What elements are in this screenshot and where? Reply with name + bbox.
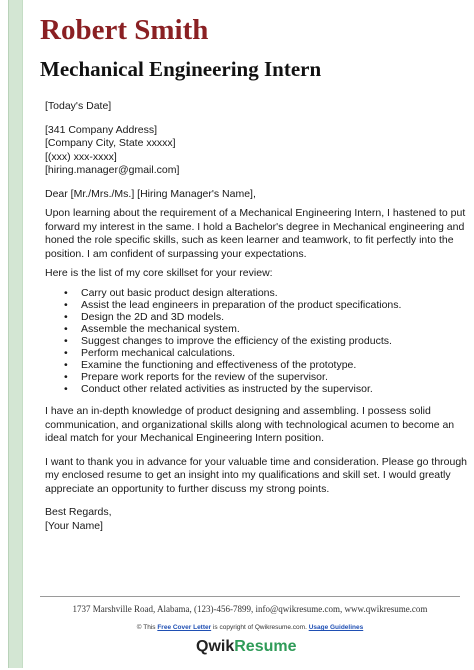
thanks-paragraph (45, 455, 468, 497)
skill-item (64, 383, 455, 396)
footer-divider (40, 596, 460, 597)
salutation: Dear [Mr./Mrs./Ms.] [Hiring Manager's Name], (45, 187, 256, 200)
intro-line: position. I am confident of surpassing your expectations. (45, 247, 307, 260)
closing-block (45, 506, 455, 533)
skill-item (64, 334, 455, 347)
thanks-line: appreciate an opportunity to further discuss my strong points. (45, 482, 330, 495)
recipient-email: [hiring.manager@gmail.com] (45, 164, 180, 176)
bullet-icon: • (64, 334, 68, 347)
applicant-name: Robert Smith (40, 14, 209, 46)
skill-text: Prepare work reports for the review of the supervisor. (81, 371, 328, 384)
recipient-address: [341 Company Address] (45, 123, 158, 136)
skill-text: Assemble the mechanical system. (81, 322, 240, 335)
thanks-line: my enclosed resume to get an insight into my qualifications and skill set. I would greatly (45, 469, 451, 482)
knowledge-paragraph (45, 405, 455, 446)
skill-text: Assist the lead engineers in preparation of the product specifications. (81, 298, 402, 311)
thanks-line: I want to thank you in advance for your valuable time and consideration. Please go through (45, 455, 468, 468)
intro-line: Upon learning about the requirement of a Mechanical Engineering Intern, I hastened to put (45, 207, 466, 219)
intro-line: forward my interest in the same. I hold a Bachelor's degree in Mechanical engineering and (45, 220, 465, 233)
skill-item (64, 310, 455, 323)
skills-list (45, 287, 455, 396)
skill-text: Perform mechanical calculations. (81, 346, 236, 359)
skill-item (64, 298, 455, 311)
intro-paragraph (45, 207, 466, 261)
free-cover-letter-link[interactable]: Free Cover Letter (157, 624, 212, 631)
intro-line: honed the role specific skills, such as keen learner and teamwork, to fit perfectly into the (45, 234, 454, 246)
bullet-icon: • (64, 371, 68, 384)
skills-intro: Here is the list of my core skillset for your review: (45, 267, 273, 279)
bullet-icon: • (64, 310, 68, 323)
bullet-icon: • (64, 286, 68, 299)
letter-date: [Today's Date] (45, 100, 112, 112)
skill-text: Conduct other related activities as instructed by the supervisor. (81, 383, 373, 396)
skill-text: Suggest changes to improve the efficiency of the existing products. (81, 334, 392, 347)
bullet-icon: • (64, 322, 68, 335)
skill-text: Design the 2D and 3D models. (81, 310, 224, 323)
logo-text-resume: Resume (234, 638, 297, 655)
skill-text: Examine the functioning and effectiveness of the prototype. (81, 359, 357, 372)
bullet-icon: • (64, 298, 68, 311)
skill-text: Carry out basic product design alterations. (81, 286, 278, 299)
recipient-phone: [(xxx) xxx-xxxx] (45, 150, 117, 163)
qwikresume-logo (196, 637, 296, 657)
knowledge-line: ideal match for your Mechanical Engineering Intern position. (45, 432, 324, 445)
credit-middle: is copyright of Qwikresume.com. (211, 624, 309, 631)
usage-guidelines-link[interactable]: Usage Guidelines (308, 624, 364, 631)
credit-prefix: © This (136, 624, 158, 631)
decorative-side-bar (8, 0, 23, 668)
knowledge-line: communication, and organizational skills along with technological acumen to become an (45, 418, 455, 431)
logo-text-qwik: Qwik (196, 638, 235, 655)
footer-contact: 1737 Marshville Road, Alabama, (123)-456-7899, info@qwikresume.com, www.qwikresume.com (72, 604, 428, 614)
knowledge-line: I have an in-depth knowledge of product designing and assembling. I possess solid (45, 405, 431, 418)
bullet-icon: • (64, 359, 68, 372)
copyright-notice (40, 624, 460, 631)
skill-item (64, 286, 455, 299)
recipient-block (45, 124, 455, 178)
skill-item (64, 346, 455, 359)
signature: [Your Name] (45, 519, 103, 532)
bullet-icon: • (64, 383, 68, 396)
closing: Best Regards, (45, 506, 112, 519)
skill-item (64, 371, 455, 384)
recipient-city: [Company City, State xxxxx] (45, 137, 176, 149)
skill-item (64, 359, 455, 372)
skill-item (64, 322, 455, 335)
job-title: Mechanical Engineering Intern (40, 57, 322, 81)
bullet-icon: • (64, 346, 68, 359)
letter-body (45, 100, 468, 533)
